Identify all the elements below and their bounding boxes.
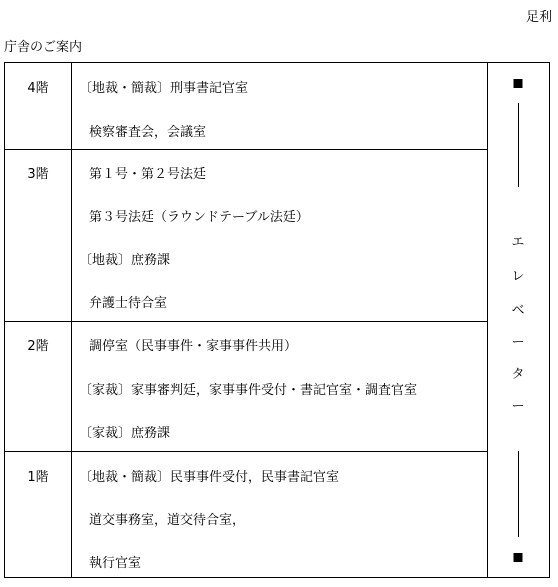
elevator-bottom-square-icon [514, 553, 523, 562]
elevator-label-char: ー [511, 335, 525, 350]
room-item: 〔地裁〕庶務課 [79, 253, 171, 268]
room-item: 道交事務室，道交待合室， [89, 513, 246, 528]
floor-label-1f: 1階 [27, 470, 49, 485]
elevator-label-char: ー [511, 399, 525, 414]
room-item: 第３号法廷（ラウンドテーブル法廷） [89, 210, 309, 225]
row-divider [5, 149, 487, 150]
elevator-column [487, 63, 549, 577]
room-item: 調停室（民事事件・家事事件共用） [89, 339, 298, 354]
court-name-label: 足利 [525, 10, 552, 25]
room-item: 執行官室 [89, 556, 142, 571]
floor-label-4f: 4階 [27, 81, 49, 96]
room-item: 弁護士待合室 [89, 296, 168, 311]
elevator-shaft-line-top [518, 103, 519, 187]
row-divider [5, 321, 487, 322]
elevator-label-char: レ [511, 269, 525, 284]
floor-directory-table [4, 62, 550, 578]
row-divider [5, 451, 487, 452]
page-title: 庁舎のご案内 [4, 40, 83, 55]
room-item: 第１号・第２号法廷 [89, 167, 207, 182]
elevator-top-square-icon [514, 79, 523, 88]
column-divider-floor [71, 63, 72, 577]
room-item: 〔家裁〕庶務課 [79, 426, 171, 441]
elevator-shaft-line-bottom [518, 451, 519, 537]
room-item: 検察審査会，会議室 [89, 125, 207, 140]
floor-label-3f: 3階 [27, 167, 49, 182]
room-item: 〔地裁・簡裁〕刑事書記官室 [79, 81, 249, 96]
floor-label-2f: 2階 [27, 339, 49, 354]
elevator-label-char: タ [511, 367, 525, 382]
elevator-label-char: ベ [511, 303, 525, 318]
room-item: 〔地裁・簡裁〕民事事件受付，民事書記官室 [79, 470, 340, 485]
room-item: 〔家裁〕家事審判廷，家事事件受付・書記官室・調査官室 [79, 383, 418, 398]
elevator-label-char: エ [511, 235, 525, 250]
